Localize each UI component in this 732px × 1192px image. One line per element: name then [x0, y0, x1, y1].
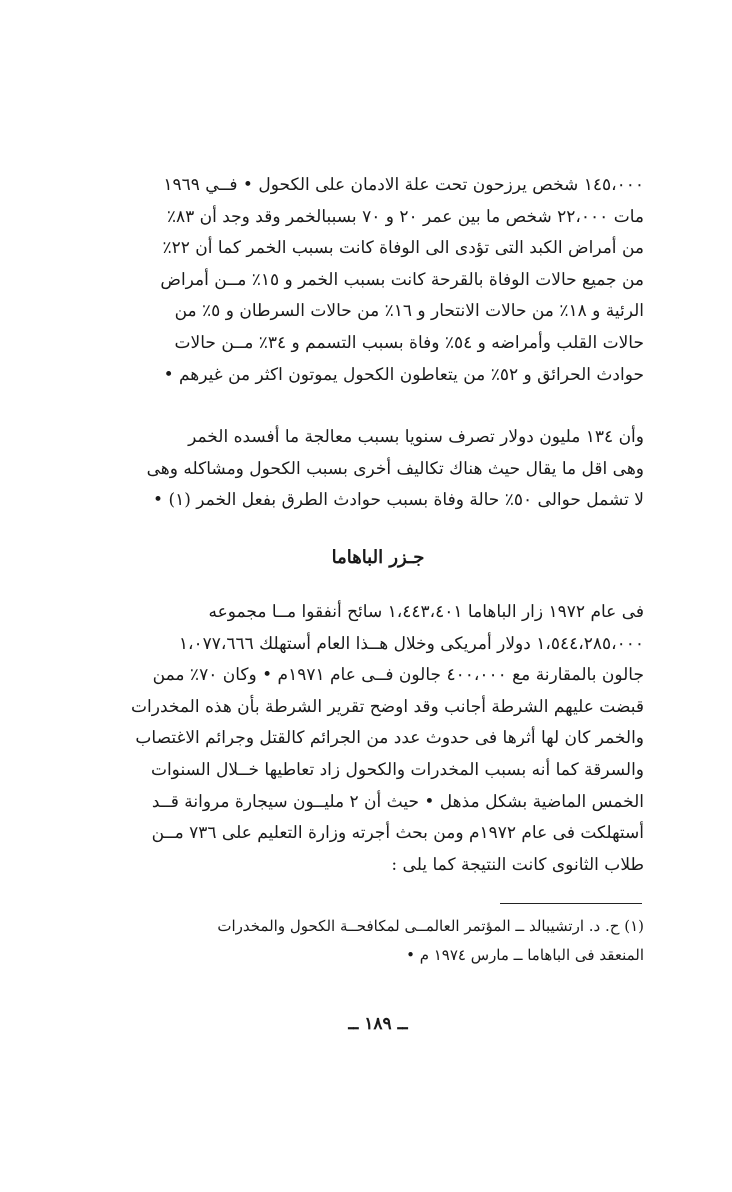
text-line: والخمر كان لها أثرها فى حدوث عدد من الجرائم كالقتل وجرائم الاغتصاب [135, 728, 644, 749]
footnote-line: (١) ح. د. ارتشيبالد ــ المؤتمر العالمــى لمكافحــة الكحول والمخدرات [217, 917, 644, 935]
text-line: حالات القلب وأمراضه و ٥٤٪ وفاة بسبب التسمم و ٣٤٪ مــن حالات [174, 332, 644, 353]
text-line: جالون بالمقارنة مع ٤٠٠،٠٠٠ جالون فــى عام ١٩٧١م • وكان ٧٠٪ ممن [152, 665, 644, 686]
section-heading: جـزر الباهاما [331, 547, 425, 568]
text-line: الرئية و ١٨٪ من حالات الانتحار و ١٦٪ من حالات السرطان و ٥٪ من [174, 301, 644, 322]
text-line: فى عام ١٩٧٢ زار الباهاما ١،٤٤٣،٤٠١ سائح أنفقوا مــا مجموعه [208, 602, 644, 622]
footnote-line: المنعقد فى الباهاما ــ مارس ١٩٧٤ م • [406, 946, 644, 964]
page-number: ــ ١٨٩ ــ [348, 1014, 408, 1034]
footnote-divider [500, 903, 642, 904]
text-line: حوادث الحرائق و ٥٢٪ من يتعاطون الكحول يموتون اكثر من غيرهم • [163, 364, 644, 385]
paragraph-bahamas [112, 597, 644, 881]
text-line: مات ٢٢،٠٠٠ شخص ما بين عمر ٢٠ و ٧٠ بسببالخمر وقد وجد أن ٨٣٪ [166, 206, 644, 227]
text-line: لا تشمل حوالى ٥٠٪ حالة وفاة بسبب حوادث الطرق بفعل الخمر (١) • [153, 490, 644, 511]
text-line: وهى اقل ما يقال حيث هناك تكاليف أخرى بسبب الكحول ومشاكله وهى [146, 458, 644, 479]
text-line: طلاب الثانوى كانت النتيجة كما يلى : [391, 854, 644, 875]
text-line: ١٤٥،٠٠٠ شخص يرزحون تحت علة الادمان على الكحول • فــي ١٩٦٩ [163, 175, 644, 195]
text-line: والسرقة كما أنه بسبب المخدرات والكحول زاد تعاطيها خــلال السنوات [150, 759, 644, 780]
text-line: قبضت عليهم الشرطة أجانب وقد اوضح تقرير الشرطة بأن هذه المخدرات [131, 696, 644, 717]
footnote [112, 912, 644, 970]
paragraph-alcohol-statistics [112, 170, 644, 391]
text-line: من جميع حالات الوفاة بالقرحة كانت بسبب الخمر و ١٥٪ مــن أمراض [160, 269, 644, 290]
text-line: وأن ١٣٤ مليون دولار تصرف سنويا بسبب معالجة ما أفسده الخمر [188, 427, 644, 447]
text-line: أستهلكت فى عام ١٩٧٢م ومن بحث أجرته وزارة التعليم على ٧٣٦ مــن [151, 823, 644, 844]
paragraph-cost [112, 422, 644, 517]
text-line: من أمراض الكبد التى تؤدى الى الوفاة كانت بسبب الخمر كما أن ٢٢٪ [162, 238, 644, 259]
text-line: الخمس الماضية بشكل مذهل • حيث أن ٢ مليــون سيجارة مروانة قــد [151, 791, 644, 812]
text-line: ١،٥٤٤،٢٨٥،٠٠٠ دولار أمريكى وخلال هــذا العام أستهلك ١،٠٧٧،٦٦٦ [178, 633, 644, 654]
